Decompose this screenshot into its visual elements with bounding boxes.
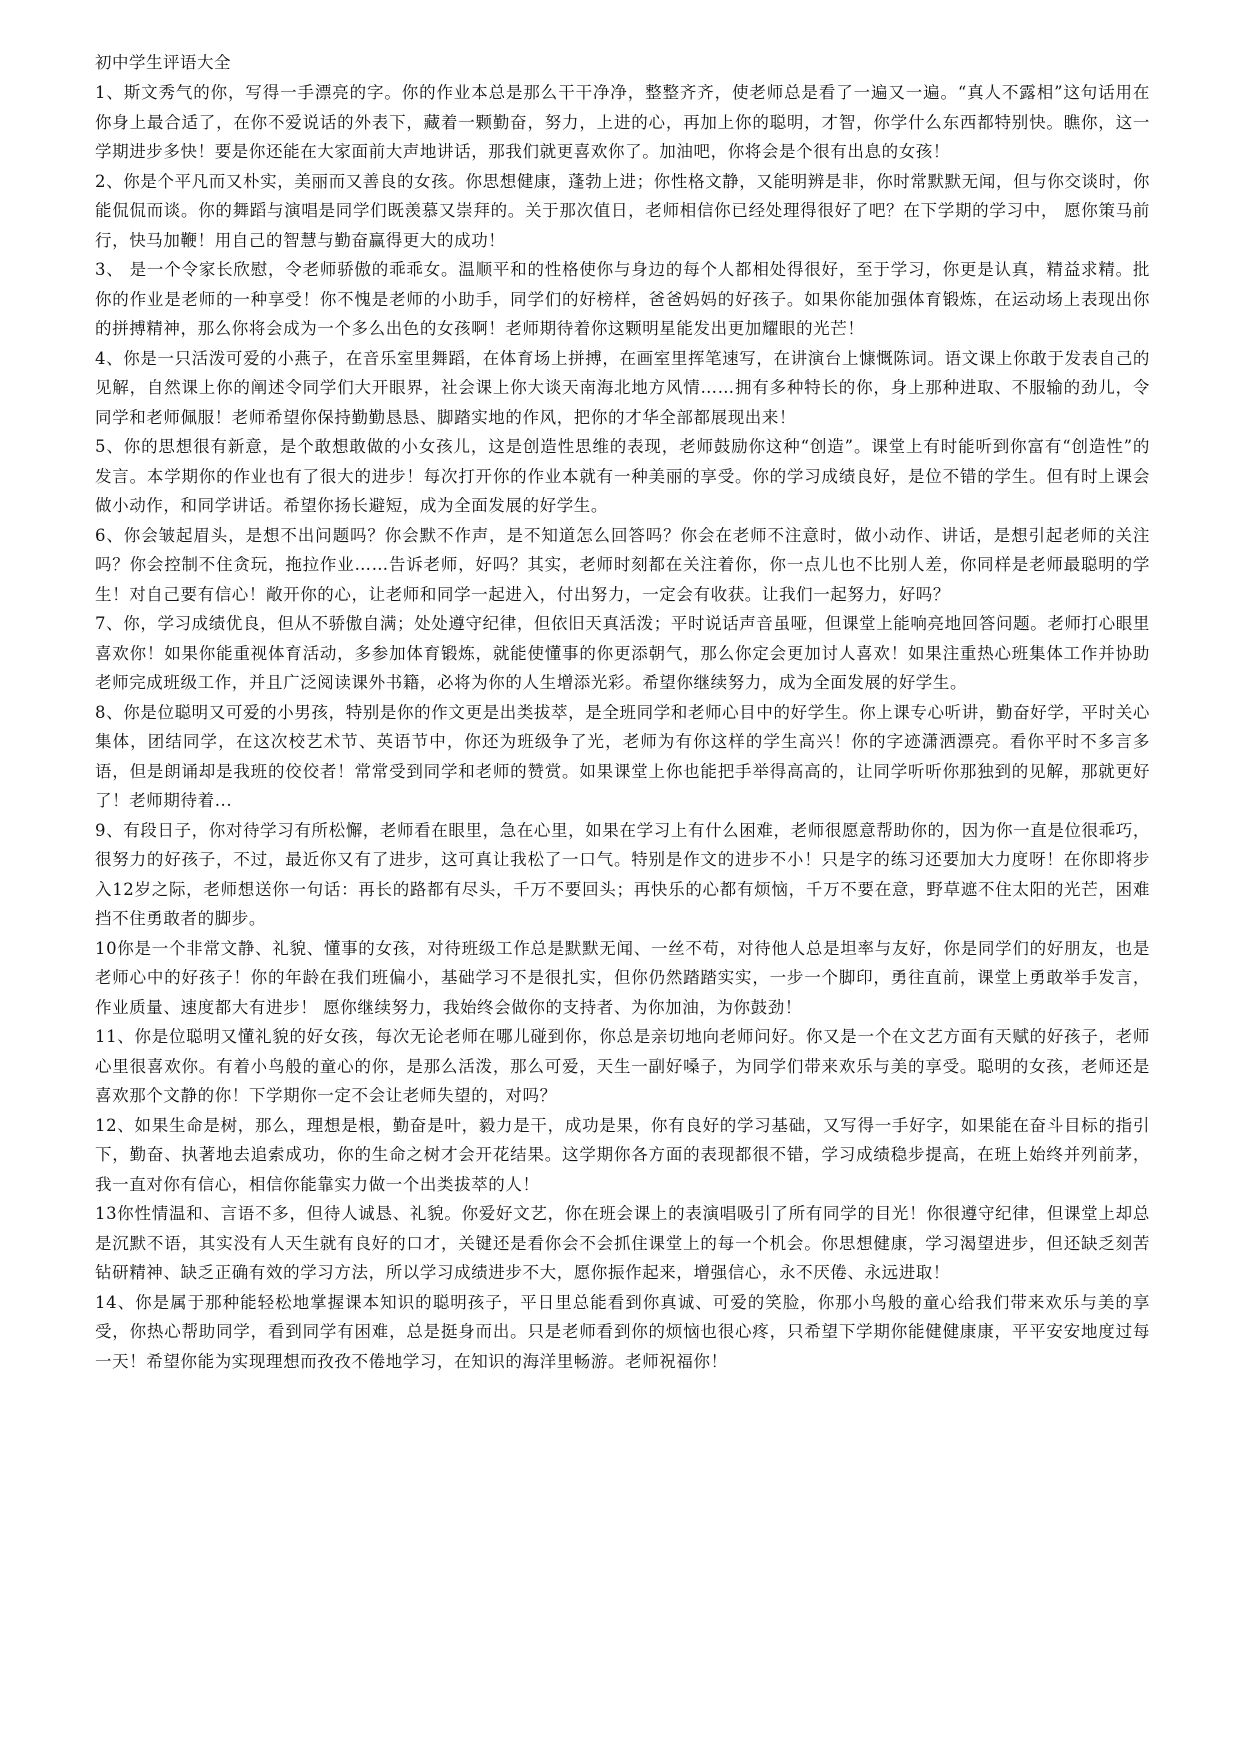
document-title: 初中学生评语大全 (95, 53, 231, 72)
document-page (95, 50, 1150, 1376)
comment-entry-1: 1、斯文秀气的你，写得一手漂亮的字。你的作业本总是那么干干净净，整整齐齐，使老师总是看了一遍又一遍。“真人不露相”这句话用在你身上最合适了，在你不爱说话的外表下，藏着一颗勤奋，努力，上进的心，再加上你的聪明，才智，你学什么东西都特别快。瞧你，这一学期进步多快！要是你还能在大家面前大声地讲话，那我们就更喜欢你了。加油吧，你将会是个很有出息的女孩！ (95, 83, 1150, 161)
comment-entry-12: 12、如果生命是树，那么，理想是根，勤奋是叶，毅力是干，成功是果，你有良好的学习基础，又写得一手好字，如果能在奋斗目标的指引下，勤奋、执著地去追索成功，你的生命之树才会开花结果。这学期你各方面的表现都很不错，学习成绩稳步提高，在班上始终并列前茅，我一直对你有信心，相信你能靠实力做一个出类拔萃的人！ (95, 1115, 1150, 1194)
comment-entry-6: 6、你会皱起眉头，是想不出问题吗？你会默不作声，是不知道怎么回答吗？你会在老师不注意时，做小动作、讲话，是想引起老师的关注吗？你会控制不住贪玩，拖拉作业……告诉老师，好吗？其实，老师时刻都在关注着你，你一点儿也不比别人差，你同样是老师最聪明的学生！对自己要有信心！敞开你的心，让老师和同学一起进入，付出努力，一定会有收获。让我们一起努力，好吗？ (95, 525, 1150, 604)
comment-entry-13: 13你性情温和、言语不多，但待人诚恳、礼貌。你爱好文艺，你在班会课上的表演唱吸引了所有同学的目光！你很遵守纪律，但课堂上却总是沉默不语，其实没有人天生就有良好的口才，关键还是看你会不会抓住课堂上的每一个机会。你思想健康，学习渴望进步，但还缺乏刻苦钻研精神、缺乏正确有效的学习方法，所以学习成绩进步不大，愿你振作起来，增强信心，永不厌倦、永远进取！ (95, 1204, 1150, 1282)
comment-entry-2: 2、你是个平凡而又朴实，美丽而又善良的女孩。你思想健康，蓬勃上进；你性格文静，又能明辨是非，你时常默默无闻，但与你交谈时，你能侃侃而谈。你的舞蹈与演唱是同学们既羡慕又崇拜的。关于那次值日，老师相信你已经处理得很好了吧？在下学期的学习中， 愿你策马前行，快马加鞭！用自己的智慧与勤奋赢得更大的成功！ (95, 171, 1150, 250)
comment-entry-5: 5、你的思想很有新意，是个敢想敢做的小女孩儿，这是创造性思维的表现，老师鼓励你这种“创造”。课堂上有时能听到你富有“创造性”的发言。本学期你的作业也有了很大的进步！每次打开你的作业本就有一种美丽的享受。你的学习成绩良好，是位不错的学生。但有时上课会做小动作，和同学讲话。希望你扬长避短，成为全面发展的好学生。 (95, 437, 1150, 515)
comment-entry-8: 8、你是位聪明又可爱的小男孩，特别是你的作文更是出类拔萃，是全班同学和老师心目中的好学生。你上课专心听讲，勤奋好学，平时关心集体，团结同学，在这次校艺术节、英语节中，你还为班级争了光，老师为有你这样的学生高兴！你的字迹潇洒漂亮。看你平时不多言多语，但是朗诵却是我班的佼佼者！常常受到同学和老师的赞赏。如果课堂上你也能把手举得高高的，让同学听听你那独到的见解，那就更好了！老师期待着... (95, 702, 1150, 810)
comment-entry-7: 7、你，学习成绩优良，但从不骄傲自满；处处遵守纪律，但依旧天真活泼；平时说话声音虽哑，但课堂上能响亮地回答问题。老师打心眼里喜欢你！如果你能重视体育活动，多参加体育锻炼，就能使懂事的你更添朝气，那么你定会更加讨人喜欢！如果注重热心班集体工作并协助老师完成班级工作，并且广泛阅读课外书籍，必将为你的人生增添光彩。希望你继续努力，成为全面发展的好学生。 (95, 614, 1150, 692)
comment-entry-10: 10你是一个非常文静、礼貌、懂事的女孩，对待班级工作总是默默无闻、一丝不苟，对待他人总是坦率与友好，你是同学们的好朋友，也是老师心中的好孩子！你的年龄在我们班偏小，基础学习不是很扎实，但你仍然踏踏实实，一步一个脚印，勇往直前，课堂上勇敢举手发言，作业质量、速度都大有进步！ 愿你继续努力，我始终会做你的支持者、为你加油，为你鼓劲！ (95, 938, 1150, 1017)
comment-entry-11: 11、你是位聪明又懂礼貌的好女孩，每次无论老师在哪儿碰到你，你总是亲切地向老师问好。你又是一个在文艺方面有天赋的好孩子，老师心里很喜欢你。有着小鸟般的童心的你，是那么活泼，那么可爱，天生一副好嗓子，为同学们带来欢乐与美的享受。聪明的女孩，老师还是喜欢那个文静的你！下学期你一定不会让老师失望的，对吗？ (95, 1027, 1150, 1105)
comment-entry-3: 3、 是一个令家长欣慰，令老师骄傲的乖乖女。温顺平和的性格使你与身边的每个人都相处得很好，至于学习，你更是认真，精益求精。批你的作业是老师的一种享受！你不愧是老师的小助手，同学们的好榜样，爸爸妈妈的好孩子。如果你能加强体育锻炼，在运动场上表现出你的拼搏精神，那么你将会成为一个多么出色的女孩啊！老师期待着你这颗明星能发出更加耀眼的光芒！ (95, 260, 1150, 338)
comment-entry-14: 14、你是属于那种能轻松地掌握课本知识的聪明孩子，平日里总能看到你真诚、可爱的笑脸，你那小鸟般的童心给我们带来欢乐与美的享受，你热心帮助同学，看到同学有困难，总是挺身而出。只是老师看到你的烦恼也很心疼，只希望下学期你能健健康康，平平安安地度过每一天！希望你能为实现理想而孜孜不倦地学习，在知识的海洋里畅游。老师祝福你！ (95, 1292, 1150, 1371)
comment-entry-4: 4、你是一只活泼可爱的小燕子，在音乐室里舞蹈，在体育场上拼搏，在画室里挥笔速写，在讲演台上慷慨陈词。语文课上你敢于发表自己的见解，自然课上你的阐述令同学们大开眼界，社会课上你大谈天南海北地方风情……拥有多种特长的你，身上那种进取、不服输的劲儿，令同学和老师佩服！老师希望你保持勤勤恳恳、脚踏实地的作风，把你的才华全部都展现出来！ (95, 348, 1150, 427)
comment-entry-9: 9、有段日子，你对待学习有所松懈，老师看在眼里，急在心里，如果在学习上有什么困难，老师很愿意帮助你的，因为你一直是位很乖巧，很努力的好孩子，不过，最近你又有了进步，这可真让我松了一口气。特别是作文的进步不小！只是字的练习还要加大力度呀！在你即将步入12岁之际，老师想送你一句话：再长的路都有尽头，千万不要回头；再快乐的心都有烦恼，千万不要在意，野草遮不住太阳的光芒，困难挡不住勇敢者的脚步。 (95, 820, 1150, 928)
